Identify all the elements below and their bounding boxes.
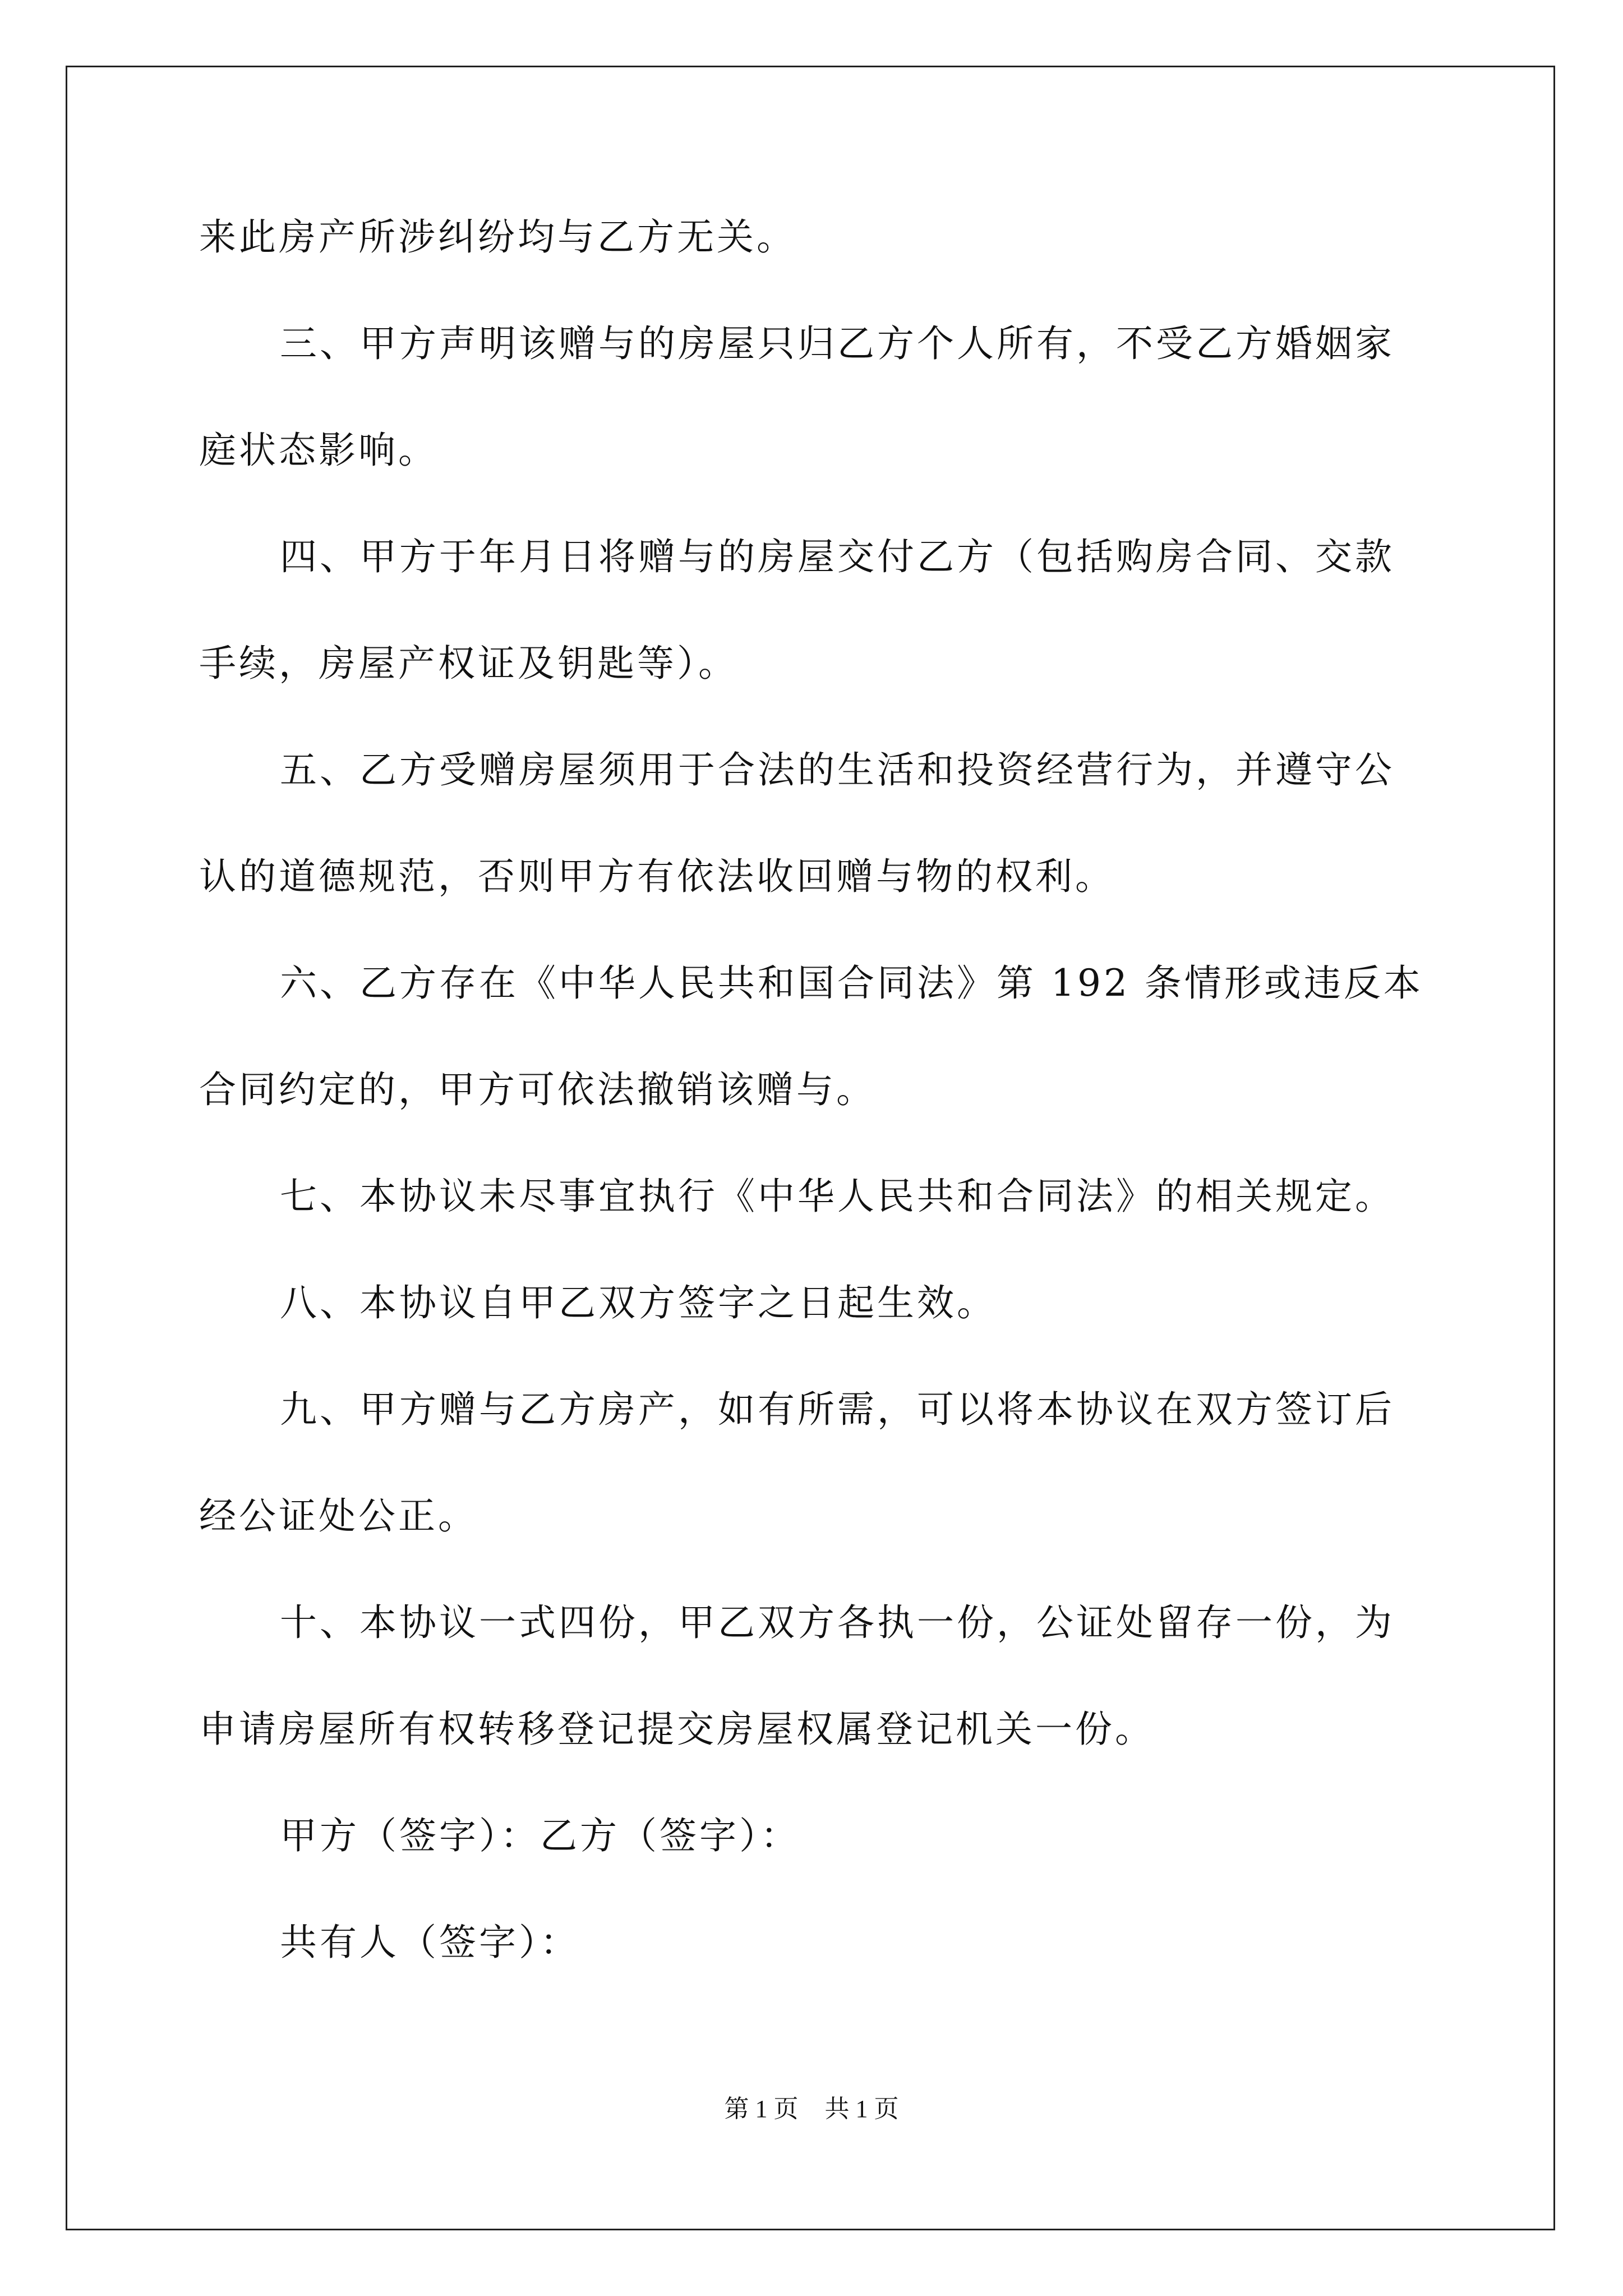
clause-5-line-2: 认的道德规范，否则甲方有依法收回赠与物的权利。: [199, 855, 1115, 898]
clause-6-line-2: 合同约定的，甲方可依法撤销该赠与。: [199, 1068, 876, 1111]
signature-party-a-b: 甲方（签字）：乙方（签字）：: [280, 1814, 800, 1857]
clause-10-line-1: 十、本协议一式四份，甲乙双方各执一份，公证处留存一份，为: [280, 1601, 1395, 1644]
clause-9-line-1: 九、甲方赠与乙方房产，如有所需，可以将本协议在双方签订后: [280, 1388, 1395, 1431]
clause-8: 八、本协议自甲乙双方签字之日起生效。: [280, 1281, 997, 1324]
clause-5-line-1: 五、乙方受赠房屋须用于合法的生活和投资经营行为，并遵守公: [280, 748, 1395, 792]
page-number-total: 共 1 页: [824, 2095, 899, 2123]
page-number-current: 第 1 页: [724, 2095, 799, 2123]
page-border: [66, 66, 1555, 2230]
clause-3-line-1: 三、甲方声明该赠与的房屋只归乙方个人所有，不受乙方婚姻家: [280, 322, 1395, 365]
clause-6-line-1: 六、乙方存在《中华人民共和国合同法》第 192 条情形或违反本: [280, 961, 1423, 1005]
clause-9-line-2: 经公证处公正。: [199, 1494, 478, 1538]
clause-4-line-2: 手续，房屋产权证及钥匙等）。: [199, 642, 738, 685]
line-1: 来此房产所涉纠纷均与乙方无关。: [199, 215, 796, 259]
clause-4-line-1: 四、甲方于年月日将赠与的房屋交付乙方（包括购房合同、交款: [280, 535, 1395, 578]
clause-3-line-2: 庭状态影响。: [199, 429, 438, 472]
clause-10-line-2: 申请房屋所有权转移登记提交房屋权属登记机关一份。: [199, 1708, 1155, 1751]
signature-co-owner: 共有人（签字）：: [280, 1921, 580, 1964]
clause-7: 七、本协议未尽事宜执行《中华人民共和合同法》的相关规定。: [280, 1175, 1395, 1218]
page-footer: [0, 2097, 1623, 2122]
